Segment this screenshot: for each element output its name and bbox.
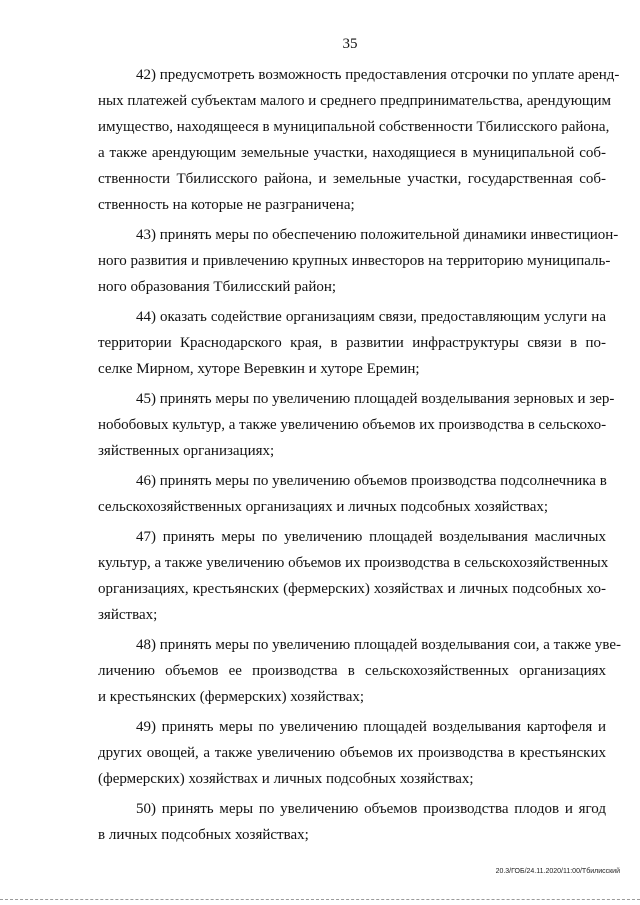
paragraph-line: 44) оказать содействие организациям связи, предоставляющим услуги на: [136, 309, 606, 325]
numbered-paragraph: [98, 386, 615, 464]
paragraph-line: личению объемов ее производства в сельскохозяйственных организациях: [98, 663, 606, 679]
numbered-paragraph: [98, 796, 606, 848]
paragraph-line: ственность на которые не разграничена;: [98, 197, 355, 213]
paragraph-line: 50) принять меры по увеличению объемов производства плодов и ягод: [136, 801, 606, 817]
paragraph-line: имущество, находящееся в муниципальной собственности Тбилисского района,: [98, 119, 610, 135]
document-body: [98, 62, 622, 852]
paragraph-line: 48) принять меры по увеличению площадей возделывания сои, а также уве-: [136, 637, 622, 653]
paragraph-line: зяйствах;: [98, 607, 158, 623]
paragraph-line: организациях, крестьянских (фермерских) хозяйствах и личных подсобных хо-: [98, 581, 606, 597]
document-footer-code: 20.3/ГОБ/24.11.2020/11:00/Тбилисский: [495, 868, 620, 875]
page-number: 35: [342, 36, 358, 52]
paragraph-line: территории Краснодарского края, в развитии инфраструктуры связи в по-: [98, 335, 606, 351]
scan-edge-divider: [0, 899, 640, 902]
paragraph-line: 46) принять меры по увеличению объемов производства подсолнечника в: [136, 473, 607, 489]
paragraph-line: 49) принять меры по увеличению площадей возделывания картофеля и: [136, 719, 606, 735]
paragraph-line: 47) принять меры по увеличению площадей возделывания масличных: [136, 529, 606, 545]
numbered-paragraph: [98, 524, 609, 628]
numbered-paragraph: [98, 222, 619, 300]
paragraph-line: ных платежей субъектам малого и среднего предпринимательства, арендующим: [98, 93, 611, 109]
paragraph-line: зяйственных организациях;: [98, 443, 275, 459]
paragraph-line: (фермерских) хозяйствах и личных подсобных хозяйствах;: [98, 771, 474, 787]
paragraph-line: и крестьянских (фермерских) хозяйствах;: [98, 689, 365, 705]
paragraph-line: 43) принять меры по обеспечению положительной динамики инвестицион-: [136, 227, 619, 243]
numbered-paragraph: [98, 468, 606, 520]
numbered-paragraph: [98, 62, 620, 218]
paragraph-line: ственности Тбилисского района, и земельные участки, государственная соб-: [98, 171, 606, 187]
numbered-paragraph: [98, 304, 606, 382]
paragraph-line: а также арендующим земельные участки, находящиеся в муниципальной соб-: [98, 145, 606, 161]
numbered-paragraph: [98, 714, 606, 792]
paragraph-line: в личных подсобных хозяйствах;: [98, 827, 309, 843]
paragraph-line: 42) предусмотреть возможность предоставления отсрочки по уплате аренд-: [136, 67, 620, 83]
numbered-paragraph: [98, 632, 622, 710]
paragraph-line: 45) принять меры по увеличению площадей возделывания зерновых и зер-: [136, 391, 615, 407]
paragraph-line: других овощей, а также увеличению объемов их производства в крестьянских: [98, 745, 606, 761]
paragraph-line: сельскохозяйственных организациях и личных подсобных хозяйствах;: [98, 499, 549, 515]
paragraph-line: культур, а также увеличению объемов их производства в сельскохозяйственных: [98, 555, 609, 571]
paragraph-line: нобобовых культур, а также увеличению объемов их производства в сельскохо-: [98, 417, 607, 433]
paragraph-line: ного образования Тбилисский район;: [98, 279, 337, 295]
paragraph-line: ного развития и привлечению крупных инвесторов на территорию муниципаль-: [98, 253, 611, 269]
paragraph-line: селке Мирном, хуторе Веревкин и хуторе Еремин;: [98, 361, 420, 377]
